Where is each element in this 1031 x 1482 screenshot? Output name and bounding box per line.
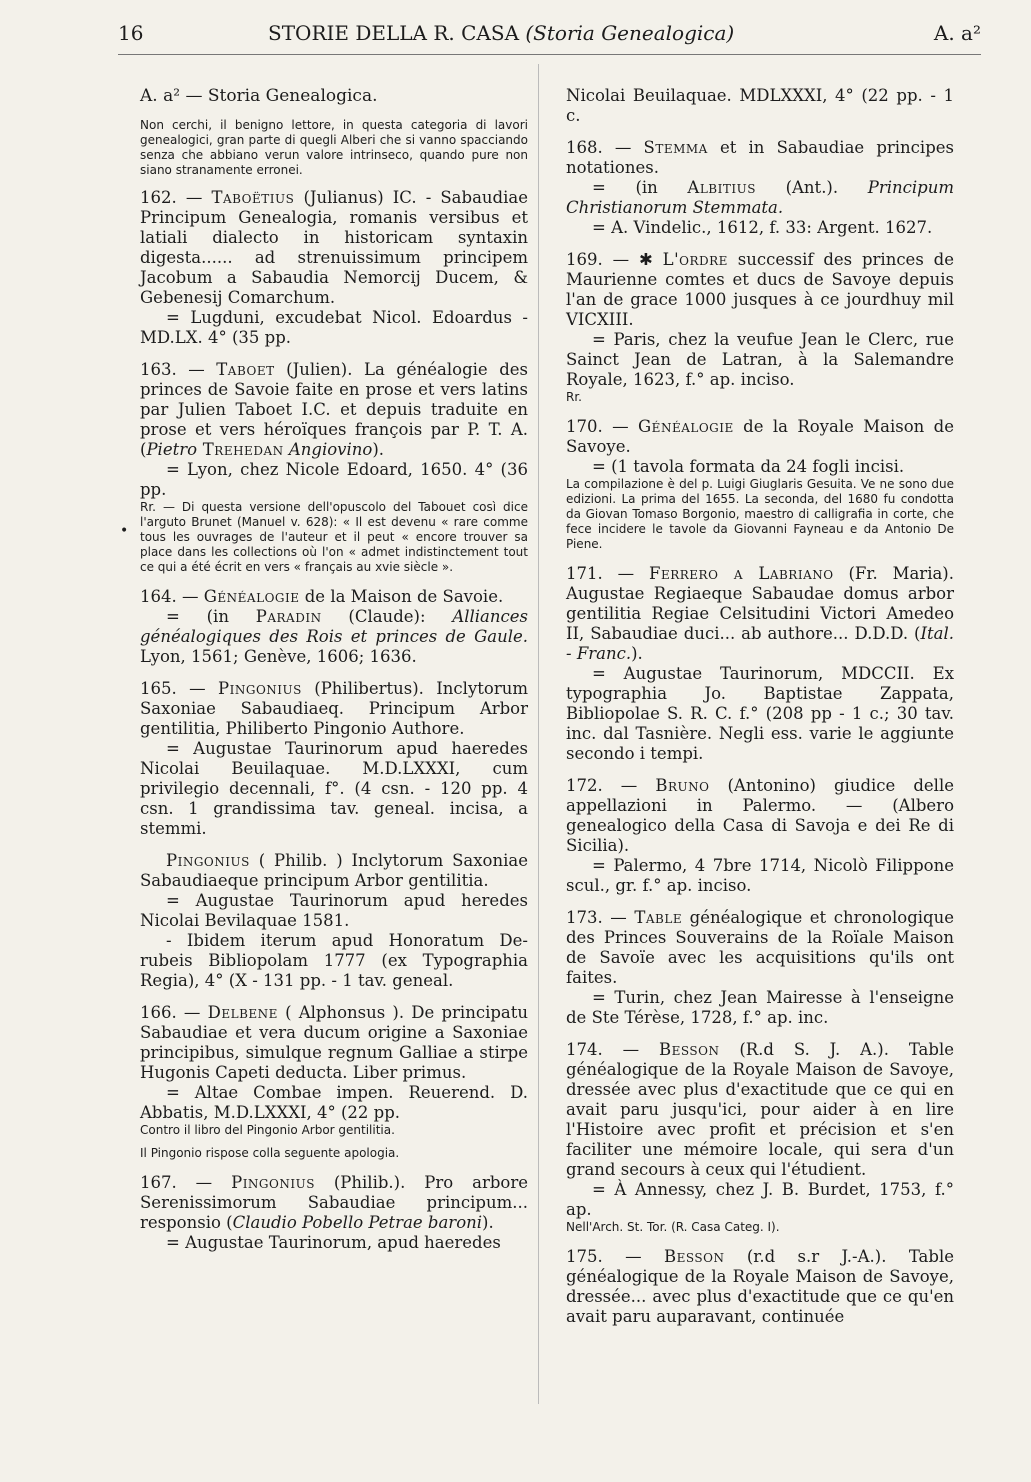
entry-165: 165. — Pingonius (Philibertus). Inclytorum Saxoniae Sabaudiaeq. Principum Arbor gentilitia, Philiberto Pingonio Authore. = Augustae Taurinorum apud haeredes Nicolai Beuilaquae. M.D.LXXXI, cum privilegio decennali, f°. (4 csn. - 120 pp. 4 csn. 1 grandissima tav. geneal. incisa, a stemmi. [140,679,528,838]
entry-166: 166. — Delbene ( Alphonsus ). De principatu Sabaudiae et vera ducum origine a Saxoniae principibus, simulque regnum Galliae a stirpe Hugonis Capeti deducta. Liber primus. = Altae Combae impen. Reuerend. D. Abbatis, M.D.LXXXI, 4° (22 pp. Contro il libro del Pingonio Arbor gentilitia. Il Pingonio rispose colla seguente apologia. [140,1003,529,1160]
entry-175: 175. — Besson (r.d s.r J.-A.). Table généalogique de la Royale Maison de Savoye, dressée... avec plus d'exactitude que ce qu'en avait paru auparavant, continuée [566,1247,955,1326]
intro-note: Non cerchi, il benigno lettore, in questa categoria di lavori genealogici, gran parte di quegli Alberi che si vanno spacciando senza che abbiano verun valore intrinseco, quando pure non siano stranamente erronei. [140,118,528,177]
column-divider [538,64,539,1404]
page-number: 16 [118,21,144,45]
right-column [566,86,954,1339]
entry-172: 172. — Bruno (Antonino) giudice delle appellazioni in Palermo. — (Albero genealogico della Casa di Savoja e dei Re di Sicilia). = Palermo, 4 7bre 1714, Nicolò Filippone scul., gr. f.° ap. inciso. [566,776,954,895]
entry-167: 167. — Pingonius (Philib.). Pro arbore Serenissimorum Sabaudiae principum... responsio (Claudio Pobello Petrae baroni). = Augustae Taurinorum, apud haeredes [140,1173,528,1252]
entry-173: 173. — Table généalogique et chronologique des Princes Souverains de la Roïale Maison de Savoïe avec les acquisitions qu'ils ont faites. = Turin, chez Jean Mairesse à l'enseigne de Ste Térèse, 1728, f.° ap. inc. [566,908,954,1027]
entry-168: 168. — Stemma et in Sabaudiae principes notationes. = (in Albitius (Ant.). Principum Christianorum Stemmata. = A. Vindelic., 1612, f. 33: Argent. 1627. [566,138,954,237]
entry-165-variant: Pingonius ( Philib. ) Inclytorum Saxoniae Sabaudiaeque principum Arbor gentilitia. = Augustae Taurinorum apud heredes Nicolai Bevilaquae 1581. - Ibidem iterum apud Honoratum De-rubeis Bibliopolam 1777 (ex Typographia Regia), 4° (X - 131 pp. - 1 tav. geneal. [140,851,528,990]
entry-169: 169. — ✱ L'ordre successif des princes de Maurienne comtes et ducs de Savoye depuis l'an de grace 1000 jusques à ce jourdhuy mil VICXIII. = Paris, chez la veufue Jean le Clerc, rue Sainct Jean de Latran, à la Salemandre Royale, 1623, f.° ap. inciso. Rr. [566,250,954,404]
section-title: A. a² — Storia Genealogica. [140,86,378,106]
signature-mark: A. a² [933,21,981,45]
entry-note: Rr. — Di questa versione dell'opuscolo del Tabouet così dice l'arguto Brunet (Manuel v. 628): « Il est devenu « rare comme tous les ouvrages de l'auteur et il peut « encore trouver sa place dans les collections où l'on « admet indistinctement tout ce qui a été écrit en vers « français au xvie siècle ». [140,500,528,574]
continuation: Nicolai Beuilaquae. MDLXXXI, 4° (22 pp. - 1 c. [566,86,954,125]
running-header [118,18,981,55]
running-title: STORIE DELLA R. CASA (Storia Genealogica) [268,21,735,45]
entry-162: 162. — Taboëtius (Julianus) IC. - Sabaudiae Principum Genealogia, romanis versibus et latiali dialecto in historicam syntaxin digesta...... ad strenuissimum principem Jacobum a Sabaudia Nemorcij Ducem, & Gebenesij Comarchum. = Lugduni, excudebat Nicol. Edoardus - MD.LX. 4° (35 pp. [140,188,528,347]
entry-164: 164. — Généalogie de la Maison de Savoie. = (in Paradin (Claude): Alliances généalogiques des Rois et princes de Gaule. Lyon, 1561; Genève, 1606; 1636. [140,587,528,666]
margin-bullet-icon: • [120,523,129,539]
entry-163: 163. — Taboet (Julien). La généalogie des princes de Savoie faite en prose et vers latins par Julien Taboet I.C. et depuis traduite en prose et vers héroïques françois par P. T. A. (Pietro Trehedan Angiovino). = Lyon, chez Nicole Edoard, 1650. 4° (36 pp. Rr. — Di questa versione dell'opuscolo del Tabouet così dice l'arguto Brunet (Manuel v. 628): « Il est devenu « rare comme tous les ouvrages de l'auteur et il peut « encore trouver sa place dans les collections où l'on « admet indistinctement tout ce qui a été écrit en vers « français au xvie siècle ». [140,360,528,574]
left-column [140,86,528,1265]
entry-170: 170. — Généalogie de la Royale Maison de Savoye. = (1 tavola formata da 24 fogli incisi. La compilazione è del p. Luigi Giuglaris Gesuita. Ve ne sono due edizioni. La prima del 1655. La seconda, del 1680 fu condotta da Giovan Tomaso Borgonio, maestro di calligrafia in corte, che fece incidere le tavole da Giovanni Fayneau e da Antonio De Piene. [566,417,955,551]
entry-171: 171. — Ferrero a Labriano (Fr. Maria). Augustae Regiaeque Sabaudae domus arbor gentilitia Regiae Celsitudini Victori Amedeo II, Sabaudiae duci... ab authore... D.D.D. (Ital. - Franc.). = Augustae Taurinorum, MDCCII. Ex typographia Jo. Baptistae Zappata, Bibliopolae S. R. C. f.° (208 pp - 1 c.; 30 tav. inc. dal Tasnière. Negli ess. varie le aggiunte secondo i tempi. [566,564,954,763]
entry-174: 174. — Besson (R.d S. J. A.). Table généalogique de la Royale Maison de Savoye, dressée avec plus d'exactitude que ce qui en avait paru jusqu'ici, pour aider à en lire l'Histoire avec profit et précision et s'en faciliter une mémoire locale, qui sera d'un grand secours à ceux qui l'étudient. = À Annessy, chez J. B. Burdet, 1753, f.° ap. Nell'Arch. St. Tor. (R. Casa Categ. I). [566,1040,954,1234]
